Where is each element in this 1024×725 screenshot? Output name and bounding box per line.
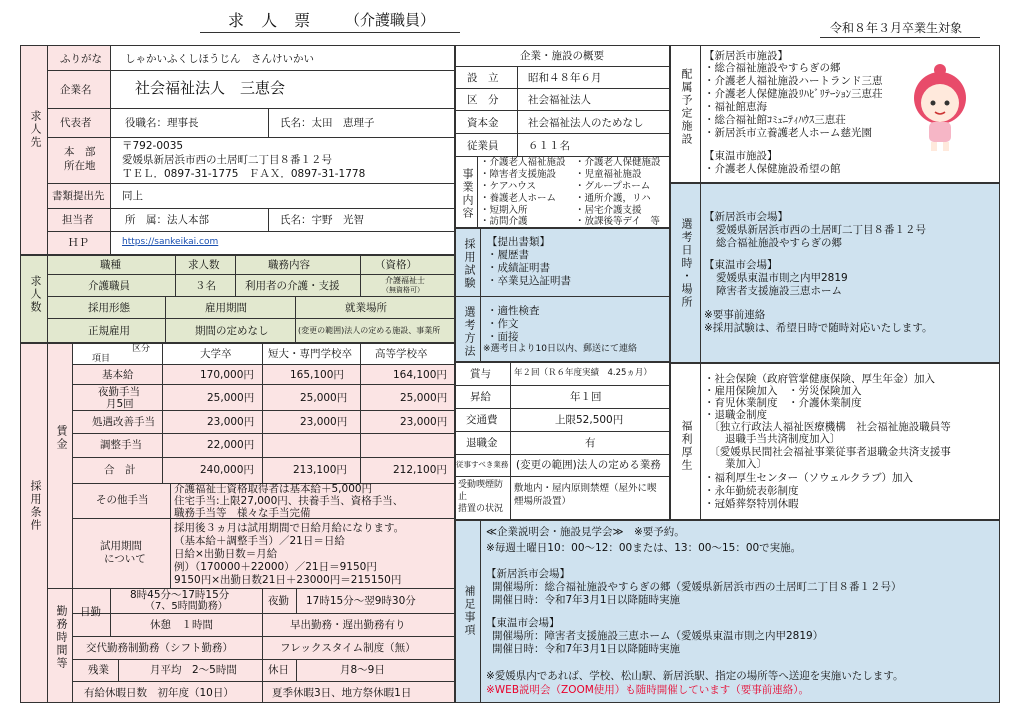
trial-1: 採用後３ヵ月は試用期間で日給月給になります。: [174, 522, 405, 534]
trial-label2: について: [104, 553, 146, 565]
docs-2: ・成績証明書: [487, 262, 550, 274]
period-header: 雇用期間: [205, 302, 247, 314]
smoke-label3: 措置の状況: [458, 504, 504, 514]
biz-right-3: ・グループホーム: [575, 181, 651, 192]
col-item: 項目: [92, 354, 111, 364]
doc-title: 求 人 票: [228, 11, 317, 30]
conditions-label: 採用条件: [29, 480, 42, 532]
early-late-value: 早出勤務・遅出勤務有り: [290, 619, 406, 631]
schedule-label: 選考日時・場所: [680, 218, 693, 309]
form-header: 採用形態: [88, 302, 130, 314]
emp-label: 従業員: [467, 140, 499, 152]
form-value: 正規雇用: [88, 325, 130, 337]
hours-label: 勤務時間等: [55, 605, 68, 670]
other-1: 介護福祉士資格取得者は基本給＋5,000円: [174, 483, 373, 495]
supp-3: ※愛媛県内であれば、学校、松山駅、新居浜駅、指定の場所等へ送迎を実施いたします。: [486, 670, 904, 682]
row-night-jc: 25,000円: [300, 392, 348, 404]
toon-head: 【東温市施設】: [704, 150, 778, 162]
supp-n-2: 開催日時：令和7年3月1日以降随時実施: [492, 594, 681, 606]
biz-right-4: ・通所介護，リハ: [575, 193, 651, 204]
est-label: 設 立: [467, 72, 499, 84]
biz-right-5: ・居宅介護支援: [575, 205, 642, 216]
company-section-label: 求人先: [29, 110, 42, 149]
docs-3: ・卒業見込証明書: [487, 275, 571, 287]
rep-label: 代表者: [60, 117, 92, 129]
job-value: 介護職員: [88, 280, 130, 292]
welfare-label: 福利厚生: [680, 420, 693, 472]
smoke-2: 煙場所設置）: [514, 496, 572, 507]
sched-note-2: ※採用試験は、希望日時で随時対応いたします。: [704, 322, 933, 334]
retire-value: 有: [585, 437, 596, 449]
row-total-univ: 240,000円: [200, 464, 254, 476]
trial-4: 例）（170000＋22000）／21日＝9150円: [174, 561, 377, 573]
furigana-value: しゃかいふくしほうじん さんけいかい: [125, 53, 314, 65]
raise-value: 年１回: [570, 391, 602, 403]
sched-t-2: 障害者支援施設三恵ホーム: [716, 285, 842, 297]
row-night-name: 夜勤手当: [98, 386, 140, 398]
row-night-hs: 25,000円: [400, 392, 448, 404]
welfare-4: ・退職金制度: [704, 409, 767, 421]
toon-1: ・介護老人保健施設希望の館: [704, 163, 841, 175]
niihama-3: ・介護老人保健施設ﾘﾊﾋﾞﾘﾃｰｼｮﾝ三恵荘: [704, 88, 883, 100]
trial-label1: 試用期間: [100, 540, 142, 552]
sched-note-1: ※要事前連絡: [704, 309, 766, 321]
other-label: その他手当: [96, 494, 149, 506]
niihama-5: ・総合福祉館ｺﾐｭﾆﾃｨﾊｳｽ三恵荘: [704, 114, 846, 126]
est-value: 昭和４８年６月: [528, 72, 602, 84]
duty-label: 従事すべき業務: [456, 460, 509, 469]
row-improve-hs: 23,000円: [400, 416, 448, 428]
place-header: 就業場所: [345, 302, 387, 314]
overview-title: 企業・施設の概要: [520, 50, 604, 62]
day-hours-note: （7、5時間勤務）: [145, 601, 228, 612]
bonus-value: 年２回（Ｒ６年度実績 4.25ヵ月）: [514, 368, 652, 378]
supp-t-head: 【東温市会場】: [486, 617, 560, 629]
biz-left-6: ・訪問介護: [480, 216, 528, 227]
welfare-10: ・永年勤続表彰制度: [704, 485, 799, 497]
name-label: 企業名: [60, 84, 92, 96]
sched-n-1: 愛媛県新居浜市西の土居町二丁目８番１２号: [716, 224, 926, 236]
biz-left-3: ・ケアハウス: [480, 181, 536, 192]
biz-right-2: ・児童福祉施設: [575, 169, 642, 180]
sched-t-head: 【東温市会場】: [704, 259, 778, 271]
duty-value: 利用者の介護・支援: [245, 280, 340, 292]
duty-value: (変更の範囲)法人の定める業務: [516, 459, 661, 471]
docs-1: ・履歴書: [487, 249, 529, 261]
flex-value: フレックスタイム制度（無）: [280, 642, 416, 654]
addr-label1: 本 部: [64, 146, 96, 158]
biz-left-1: ・介護老人福祉施設: [480, 157, 566, 168]
row-improve-jc: 23,000円: [300, 416, 348, 428]
tel-fax: ＴＥＬ．0897-31-1775 ＦＡＸ．0897-31-1778: [122, 168, 366, 180]
welfare-11: ・冠婚葬祭特別休暇: [704, 498, 799, 510]
rest-value: 休憩 １時間: [150, 619, 213, 631]
raise-label: 昇給: [470, 391, 491, 403]
biz-left-2: ・障害者支援施設: [480, 169, 557, 180]
night-hours: 17時15分～翌9時30分: [306, 595, 416, 607]
rep-name: 氏名：太田 恵理子: [280, 117, 375, 129]
other-3: 職務手当等 様々な手当完備: [174, 507, 311, 519]
col-jc: 短大・専門学校卒: [268, 348, 352, 360]
welfare-6: 退職手当共済制度加入〕: [704, 433, 841, 445]
trial-2: （基本給＋調整手当）／21日＝日給: [174, 535, 345, 547]
ot-value: 月平均 2～5時間: [150, 664, 237, 676]
trial-5: 9150円×出勤日数21日＋23000円＝215150円: [174, 574, 402, 586]
method-label: 選考方法: [463, 306, 476, 358]
row-basic-univ: 170,000円: [200, 369, 254, 381]
doc-label: 書類提出先: [52, 190, 105, 202]
method-note: ※選考日より10日以内、郵送にて連絡: [483, 344, 637, 354]
wage-label: 賃金: [55, 425, 68, 451]
row-basic-name: 基本給: [102, 369, 134, 381]
job-header: 職種: [100, 259, 121, 271]
commute-label: 交通費: [466, 414, 498, 426]
row-total-jc: 213,100円: [293, 464, 347, 476]
supp-t-1: 開催場所：障害者支援施設三恵ホーム（愛媛県東温市則之内甲2819）: [492, 630, 824, 642]
smoke-1: 敷地内・屋内原則禁煙（屋外に喫: [514, 483, 657, 494]
doc-subtitle: （介護職員）: [345, 11, 436, 29]
count-value: ３名: [195, 280, 216, 292]
biz-right-1: ・介護老人保健施設: [575, 157, 661, 168]
welfare-5: 〔独立行政法人福祉医療機構 社会福祉施設職員等: [704, 421, 951, 433]
welfare-9: ・福利厚生センター（ソウェルクラブ）加入: [704, 472, 914, 484]
doc-value: 同上: [122, 190, 143, 202]
niihama-6: ・新居浜市立養護老人ホーム慈光園: [704, 127, 872, 139]
hp-link[interactable]: https://sankeikai.com: [122, 237, 219, 247]
type-value: 社会福祉法人: [528, 94, 591, 106]
supp-n-head: 【新居浜市会場】: [486, 568, 570, 580]
cap-label: 資本金: [467, 117, 499, 129]
row-adjust-name: 調整手当: [100, 439, 142, 451]
supp-t-2: 開催日時：令和7年3月1日以降随時実施: [492, 643, 681, 655]
recruit-section-label: 求人数: [29, 275, 42, 314]
welfare-2: ・雇用保険加入 ・労災保険加入: [704, 385, 862, 397]
type-label: 区 分: [467, 94, 499, 106]
supp-web-note: ※WEB説明会（ZOOM使用）も随時開催しています（要事前連絡）。: [486, 684, 810, 696]
company-name: 社会福祉法人 三恵会: [135, 79, 286, 97]
method-2: ・作文: [487, 318, 519, 330]
qual-value: 介護福祉士: [385, 276, 425, 285]
row-improve-name: 処遇改善手当: [92, 416, 155, 428]
welfare-3: ・育児休業制度 ・介護休業制度: [704, 397, 862, 409]
supp-2: ※毎週土曜日10：00～12：00または、13：00～15：00で実施。: [486, 542, 802, 554]
off-label: 休日: [268, 664, 289, 676]
sched-t-1: 愛媛県東温市則之内甲2819: [716, 272, 848, 284]
docs-head: 【提出書類】: [487, 236, 550, 248]
smoke-label1: 受動喫煙防: [458, 480, 504, 490]
rep-title: 役職名：理事長: [125, 117, 199, 129]
row-total-hs: 212,100円: [393, 464, 447, 476]
duty-header: 職務内容: [268, 259, 310, 271]
biz-label: 事業内容: [461, 168, 474, 220]
trial-3: 日給×出勤日数＝月給: [174, 548, 278, 560]
day-label: 日勤: [80, 606, 101, 618]
biz-right-6: ・放課後等デイ 等: [575, 216, 660, 227]
welfare-7: 〔愛媛県民間社会福祉事業従事者退職金共済支援事: [704, 446, 951, 458]
staff-name: 氏名：宇野 光智: [280, 214, 364, 226]
addr-label2: 所在地: [64, 160, 96, 172]
niihama-head: 【新居浜市施設】: [704, 50, 788, 62]
col-hs: 高等学校卒: [375, 348, 428, 360]
count-header: 求人数: [188, 259, 220, 271]
supp-n-1: 開催場所：総合福祉施設やすらぎの郷（愛媛県新居浜市西の土居町二丁目８番１２号）: [492, 581, 902, 593]
qual-header: （資格）: [375, 259, 417, 271]
retire-label: 退職金: [466, 437, 498, 449]
niihama-2: ・介護老人福祉施設ハートランド三恵: [704, 75, 883, 87]
biz-left-4: ・養護老人ホーム: [480, 193, 557, 204]
row-total-name: 合 計: [104, 464, 136, 476]
emp-value: ６１１名: [528, 140, 570, 152]
place-value: (変更の範囲)法人の定める施設、事業所: [298, 326, 441, 335]
other-2: 住宅手当:上限27,000円、扶養手当、資格手当、: [174, 495, 404, 507]
col-kubun: 区分: [132, 344, 151, 354]
exam-label: 採用試験: [463, 238, 476, 290]
row-basic-jc: 165,100円: [290, 369, 344, 381]
row-night-name2: 月5回: [106, 398, 134, 410]
row-improve-univ: 23,000円: [207, 416, 255, 428]
sched-n-head: 【新居浜市会場】: [704, 211, 788, 223]
qual-note: （無資格可）: [382, 286, 424, 294]
row-basic-hs: 164,100円: [393, 369, 447, 381]
niihama-4: ・福祉館恵海: [704, 101, 767, 113]
bonus-label: 賞与: [470, 368, 491, 380]
staff-label: 担当者: [62, 214, 94, 226]
cap-value: 社会福祉法人のためなし: [528, 117, 644, 129]
zip: 〒792-0035: [122, 140, 184, 152]
col-univ: 大学卒: [200, 348, 232, 360]
niihama-1: ・総合福祉施設やすらぎの郷: [704, 62, 841, 74]
summer-value: 夏季休暇3日、地方祭休暇1日: [272, 687, 412, 699]
method-1: ・適性検査: [487, 305, 540, 317]
commute-value: 上限52,500円: [555, 414, 624, 426]
leave-value: 有給休暇日数 初年度（10日）: [84, 687, 234, 699]
period-value: 期間の定めなし: [195, 325, 269, 337]
ot-label: 残業: [88, 664, 109, 676]
shift-value: 交代勤務制勤務（シフト勤務）: [86, 642, 233, 654]
row-adjust-univ: 22,000円: [207, 439, 255, 451]
method-3: ・面接: [487, 331, 519, 343]
furigana-label: ふりがな: [60, 53, 102, 65]
biz-left-5: ・短期入所: [480, 205, 528, 216]
target-label: 令和８年３月卒業生対象: [830, 21, 963, 35]
sched-n-2: 総合福祉施設やすらぎの郷: [716, 237, 842, 249]
welfare-1: ・社会保険（政府管掌健康保険、厚生年金）加入: [704, 373, 935, 385]
address: 愛媛県新居浜市西の土居町二丁目８番１２号: [122, 154, 332, 166]
night-label: 夜勤: [268, 595, 289, 607]
placement-label: 配属予定施設: [680, 68, 693, 146]
staff-dept: 所 属：法人本部: [125, 214, 209, 226]
welfare-8: 業加入〕: [704, 458, 767, 470]
row-night-univ: 25,000円: [207, 392, 255, 404]
mascot-illustration: [905, 58, 975, 153]
hp-label: ＨＰ: [68, 237, 89, 249]
day-hours: 8時45分～17時15分: [130, 589, 230, 601]
off-value: 月8～9日: [340, 664, 385, 676]
smoke-label2: 止: [458, 492, 468, 502]
supp-1: ≪企業説明会・施設見学会≫ ※要予約。: [486, 526, 685, 538]
supplement-label: 補足事項: [463, 585, 476, 637]
